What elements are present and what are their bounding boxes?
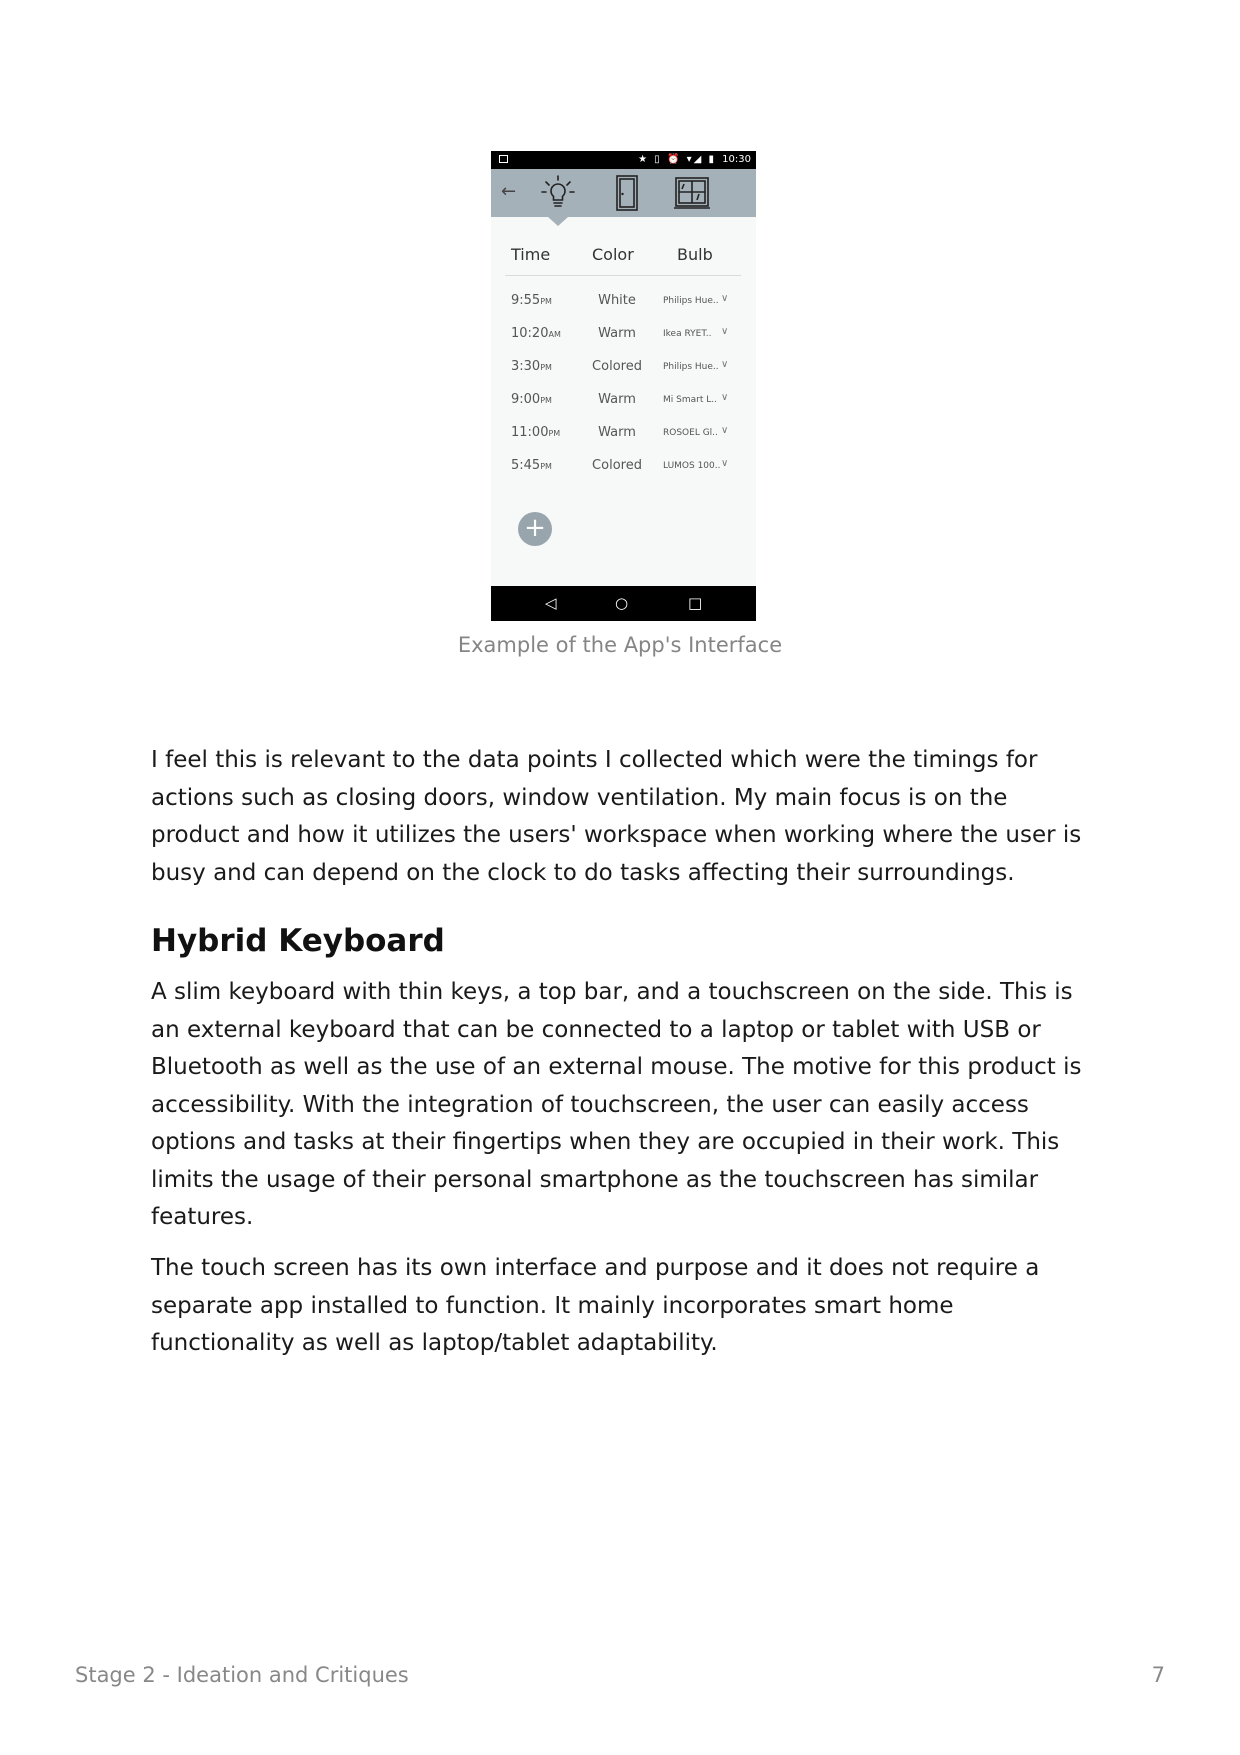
time-value: 11:00	[511, 425, 549, 440]
notification-image-icon	[499, 155, 508, 163]
chevron-down-icon[interactable]: ∨	[721, 326, 729, 337]
nav-back-icon[interactable]: ◁	[545, 594, 557, 612]
color-cell: White	[598, 293, 636, 308]
time-value: 10:20	[511, 326, 549, 341]
figure-caption: Example of the App's Interface	[457, 633, 783, 657]
page-number: 7	[1151, 1663, 1165, 1687]
table-row[interactable]	[491, 386, 756, 419]
chevron-down-icon[interactable]: ∨	[721, 425, 729, 436]
time-value: 3:30	[511, 359, 541, 374]
window-icon[interactable]	[673, 174, 711, 212]
time-value: 5:45	[511, 458, 541, 473]
time-suffix: PM	[540, 396, 552, 405]
time-value: 9:00	[511, 392, 541, 407]
chevron-down-icon[interactable]: ∨	[721, 359, 729, 370]
time-cell	[511, 425, 560, 440]
section-heading: Hybrid Keyboard	[151, 923, 445, 959]
time-cell	[511, 293, 552, 308]
schedule-table-header	[491, 245, 756, 269]
time-suffix: PM	[540, 297, 552, 306]
status-time: 10:30	[722, 154, 751, 165]
status-bar	[491, 151, 756, 169]
table-row[interactable]	[491, 353, 756, 386]
column-header-time: Time	[511, 245, 551, 264]
chevron-down-icon[interactable]: ∨	[721, 458, 729, 469]
table-row[interactable]	[491, 419, 756, 452]
time-cell	[511, 359, 552, 374]
nav-recents-icon[interactable]: □	[688, 594, 703, 612]
color-cell: Warm	[598, 326, 636, 341]
color-cell: Warm	[598, 392, 636, 407]
add-button[interactable]	[518, 512, 552, 546]
color-cell: Colored	[592, 458, 642, 473]
time-cell	[511, 392, 552, 407]
column-header-bulb: Bulb	[677, 245, 713, 264]
nav-home-icon[interactable]: ○	[615, 594, 629, 612]
time-value: 9:55	[511, 293, 541, 308]
plus-icon: +	[524, 513, 546, 543]
tab-indicator	[548, 217, 568, 226]
time-suffix: PM	[540, 363, 552, 372]
bulb-select[interactable]: LUMOS 100..	[663, 461, 721, 471]
table-row[interactable]	[491, 287, 756, 320]
time-suffix: PM	[540, 462, 552, 471]
bulb-select[interactable]: ROSOEL Gl..	[663, 428, 718, 438]
bulb-select[interactable]: Philips Hue..	[663, 296, 719, 306]
bulb-select[interactable]: Ikea RYET..	[663, 329, 712, 339]
bulb-select[interactable]: Mi Smart L..	[663, 395, 717, 405]
status-icons: ★ ▯ ⏰ ▾◢ ▮	[638, 154, 716, 165]
table-row[interactable]	[491, 320, 756, 353]
schedule-rows	[491, 287, 756, 485]
time-cell	[511, 458, 552, 473]
door-icon[interactable]	[608, 174, 646, 212]
lightbulb-icon[interactable]	[539, 174, 577, 212]
footer-section-title: Stage 2 - Ideation and Critiques	[75, 1663, 409, 1687]
body-paragraph: I feel this is relevant to the data points I collected which were the timings for actions such as closing doors, window ventilation. My main focus is on the product and how it utilizes the users' workspace when working where the user is busy and can depend on the clock to do tasks affecting their surroundings.	[151, 747, 1082, 886]
android-nav-bar	[491, 586, 756, 621]
body-paragraph: The touch screen has its own interface and purpose and it does not require a separate app installed to function. It mainly incorporates smart home functionality as well as laptop/tablet adaptability.	[151, 1255, 1040, 1356]
bulb-select[interactable]: Philips Hue..	[663, 362, 719, 372]
color-cell: Warm	[598, 425, 636, 440]
color-cell: Colored	[592, 359, 642, 374]
back-arrow-icon[interactable]: ←	[501, 181, 517, 202]
time-suffix: AM	[548, 330, 561, 339]
chevron-down-icon[interactable]: ∨	[721, 293, 729, 304]
app-interface-figure	[491, 151, 756, 621]
column-header-color: Color	[592, 245, 634, 264]
table-row[interactable]	[491, 452, 756, 485]
chevron-down-icon[interactable]: ∨	[721, 392, 729, 403]
device-toolbar	[491, 169, 756, 217]
body-paragraph: A slim keyboard with thin keys, a top bar, and a touchscreen on the side. This is an external keyboard that can be connected to a laptop or tablet with USB or Bluetooth as well as the use of an external mouse. The motive for this product is accessibility. With the integration of touchscreen, the user can easily access options and tasks at their fingertips when they are occupied in their work. This limits the usage of their personal smartphone as the touchscreen has similar features.	[151, 979, 1082, 1230]
time-suffix: PM	[548, 429, 561, 438]
header-divider	[505, 275, 741, 276]
time-cell	[511, 326, 561, 341]
